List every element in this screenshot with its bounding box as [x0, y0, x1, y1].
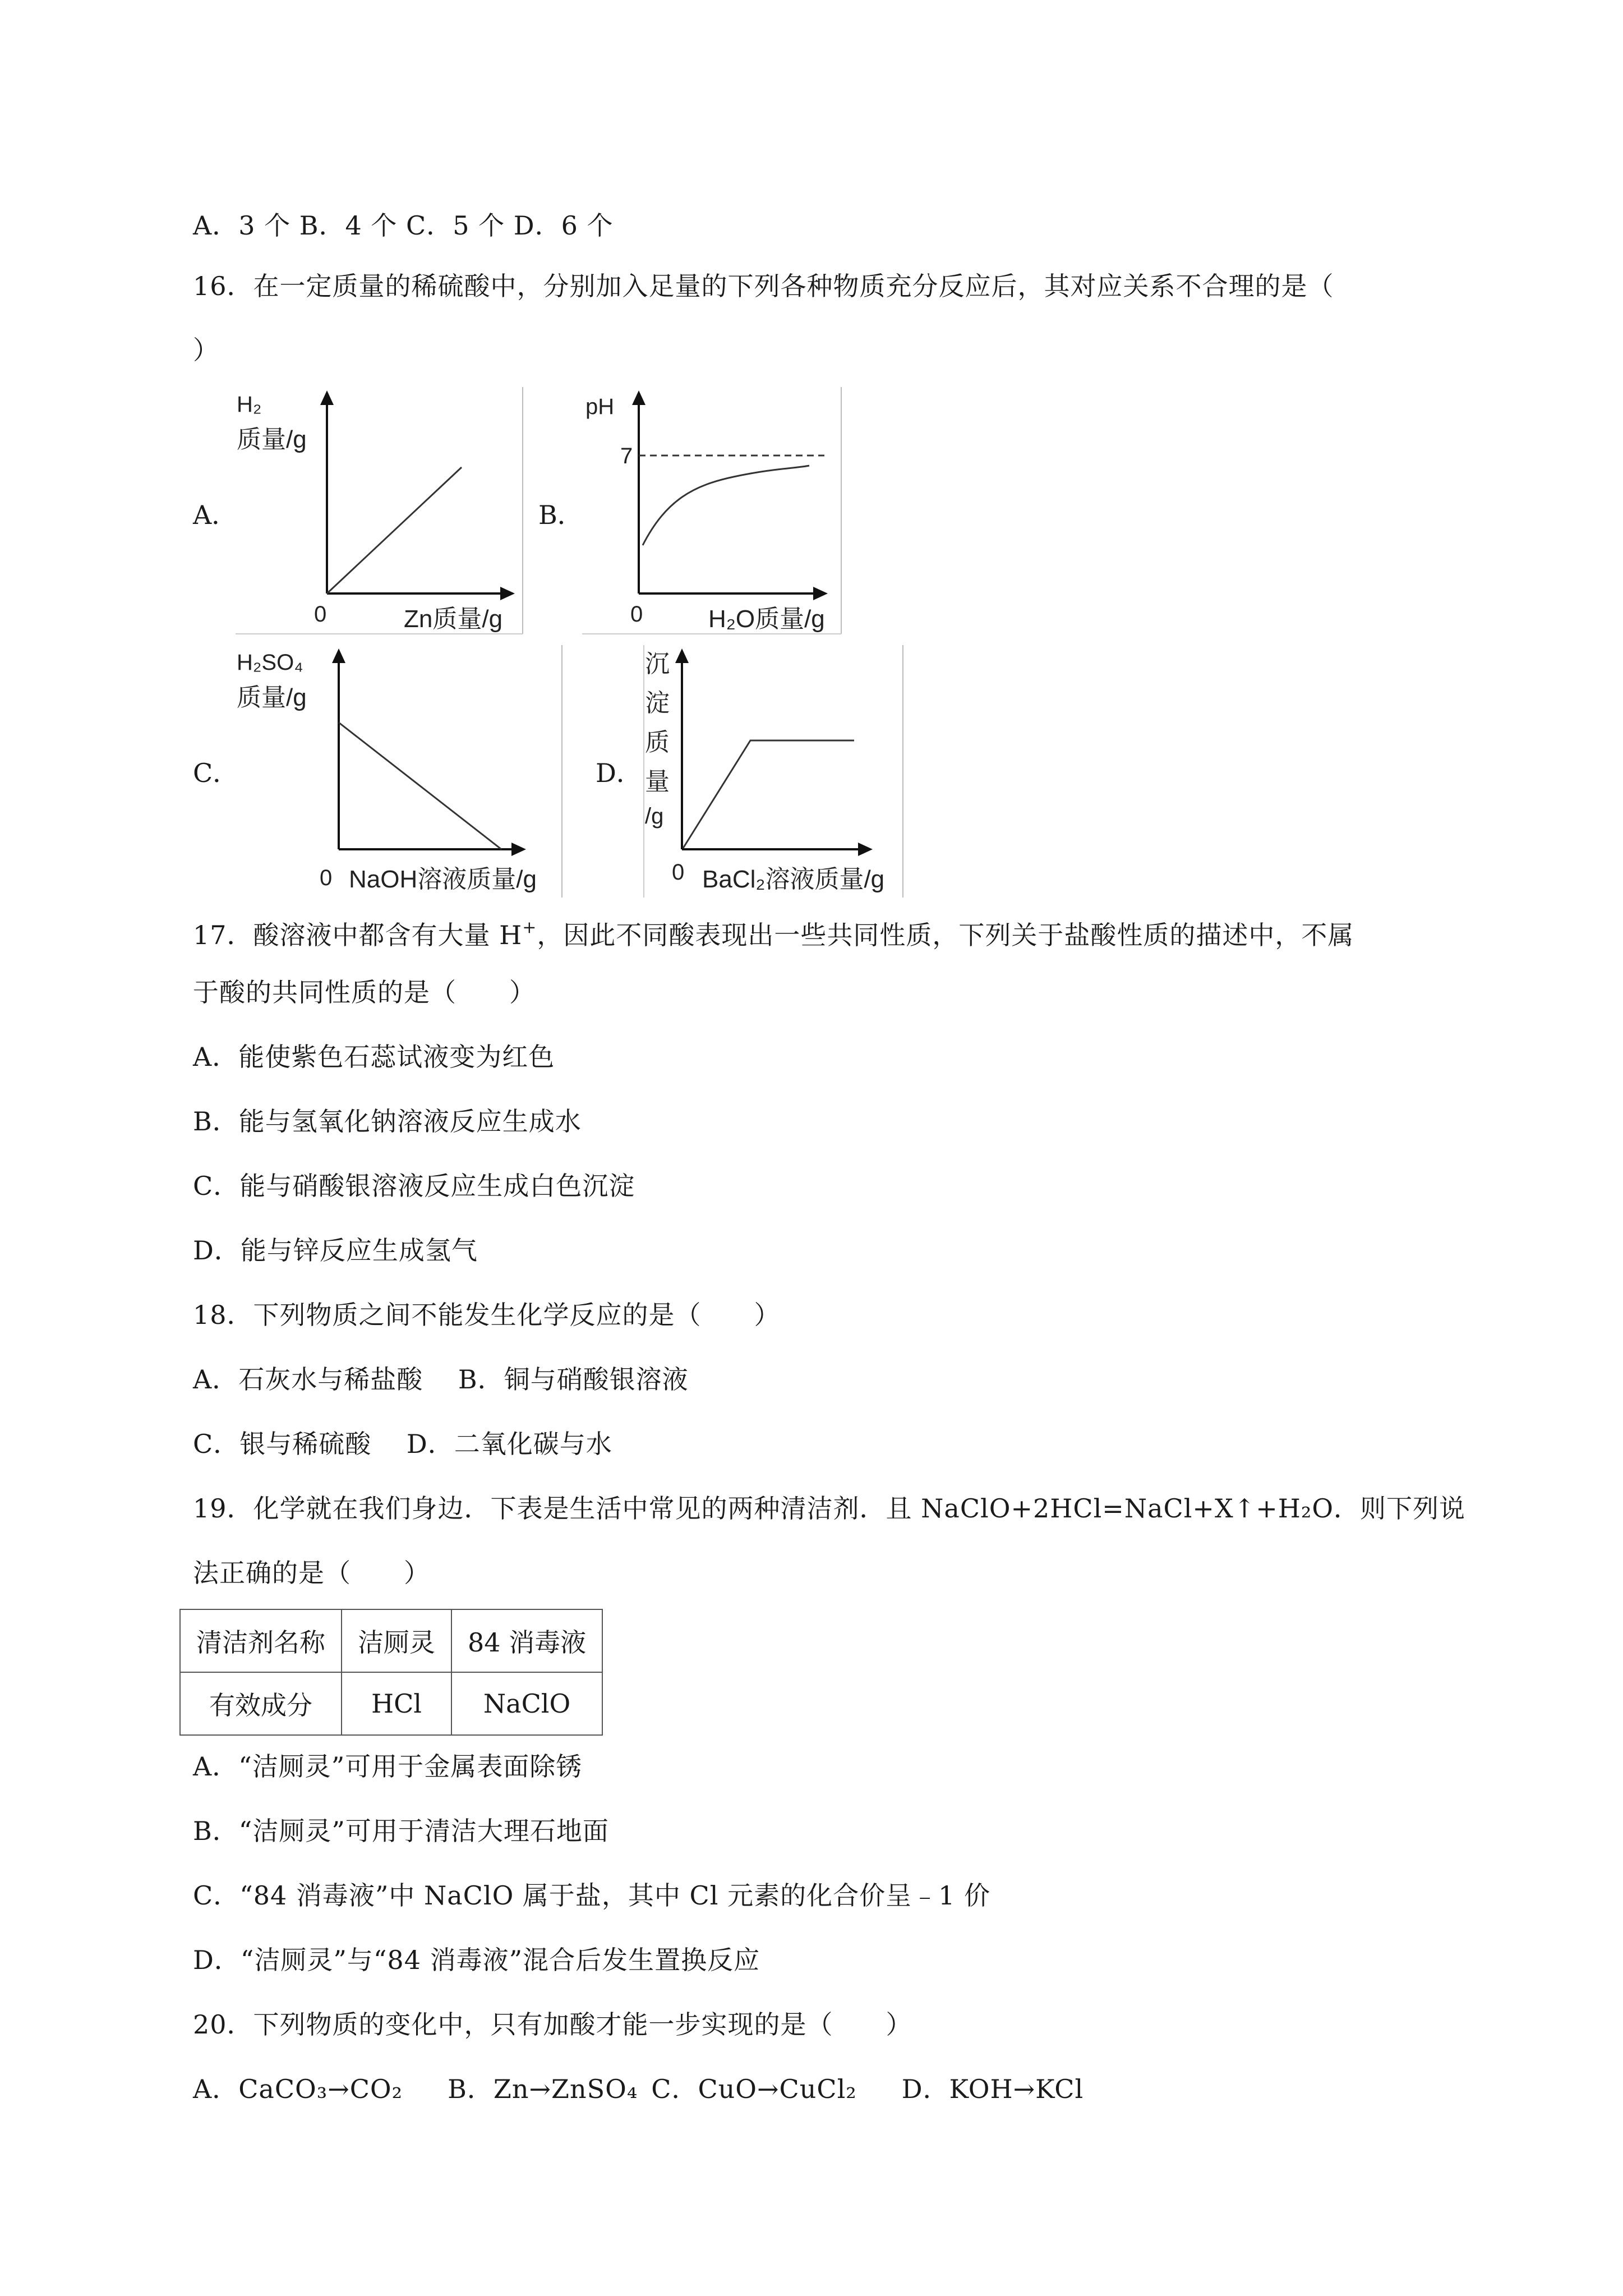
- q17-stem-part2: ，因此不同酸表现出一些共同性质，下列关于盐酸性质的描述中，不属: [537, 920, 1354, 950]
- chart-d-ylabel-char-1: 沉: [645, 650, 670, 678]
- q15-options: A．3 个 B．4 个 C．5 个 D．6 个: [193, 210, 614, 241]
- chart-c-origin: 0: [320, 866, 333, 890]
- chart-d-y-arrow: [675, 648, 689, 663]
- q17-option-b: B．能与氢氧化钠溶液反应生成水: [193, 1106, 582, 1137]
- q19-stem-line1: 19．化学就在我们身边．下表是生活中常见的两种清洁剂．且 NaClO+2HCl=NaCl+X↑+H₂O．则下列说: [193, 1493, 1466, 1524]
- table-cell: NaClO: [451, 1672, 602, 1735]
- chart-d-xlabel: BaCl₂溶液质量/g: [702, 866, 885, 893]
- chart-a-series-line: [327, 467, 462, 593]
- chart-c-svg: [236, 645, 566, 903]
- table-cell: 清洁剂名称: [180, 1609, 342, 1672]
- chart-d-origin: 0: [672, 860, 685, 885]
- q16-option-c-label: C．: [193, 758, 239, 788]
- q17-h-plus-sup: +: [522, 918, 537, 937]
- q19-option-a: A．“洁厕灵”可用于金属表面除锈: [193, 1751, 583, 1782]
- q17-stem-line1: [193, 912, 1354, 951]
- chart-a-xlabel: Zn质量/g: [404, 605, 503, 633]
- q19-option-c: C．“84 消毒液”中 NaClO 属于盐，其中 Cl 元素的化合价呈﹣1 价: [193, 1880, 990, 1911]
- chart-a-ylabel-1: H₂: [237, 392, 262, 417]
- chart-a-origin: 0: [314, 602, 327, 627]
- q20-option-b: B．Zn→ZnSO₄: [448, 2074, 638, 2104]
- chart-c-ylabel-2: 质量/g: [237, 684, 307, 711]
- chart-d: [644, 645, 907, 903]
- q19-stem-line2: 法正确的是（ ）: [193, 1558, 430, 1588]
- q18-options-line1: A．石灰水与稀盐酸 B．铜与硝酸银溶液: [193, 1364, 689, 1395]
- chart-c: [236, 645, 566, 903]
- chart-c-xlabel: NaOH溶液质量/g: [349, 866, 537, 893]
- q20-options: [193, 2073, 1083, 2105]
- q20-stem: 20．下列物质的变化中，只有加酸才能一步实现的是（ ）: [193, 2009, 912, 2040]
- chart-b-svg: [582, 387, 846, 639]
- chart-c-y-arrow: [332, 648, 345, 663]
- q19-cleaner-table: [179, 1609, 603, 1736]
- table-cell: 洁厕灵: [342, 1609, 451, 1672]
- q19-option-d: D．“洁厕灵”与“84 消毒液”混合后发生置换反应: [193, 1945, 760, 1975]
- chart-d-ylabel-char-3: 质: [645, 729, 670, 756]
- q18-options-line2: C．银与稀硫酸 D．二氧化碳与水: [193, 1429, 612, 1459]
- chart-d-series-line: [683, 740, 854, 848]
- q20-option-c: C．CuO→CuCl₂: [651, 2074, 857, 2104]
- chart-c-series-line: [339, 723, 501, 849]
- chart-b-y-arrow: [632, 390, 645, 405]
- chart-b: [582, 387, 846, 639]
- chart-d-ylabel-char-2: 淀: [645, 689, 670, 717]
- chart-a: [236, 387, 527, 639]
- chart-b-origin: 0: [630, 602, 643, 627]
- chart-a-y-arrow: [320, 390, 334, 405]
- chart-d-svg: [644, 645, 907, 903]
- q17-option-a: A．能使紫色石蕊试液变为红色: [193, 1042, 555, 1072]
- table-row: [180, 1672, 602, 1735]
- chart-d-x-arrow: [858, 843, 873, 856]
- q20-option-a: A．CaCO₃→CO₂: [193, 2074, 403, 2104]
- chart-a-svg: [236, 387, 527, 639]
- q16-stem-line1: 16．在一定质量的稀硫酸中，分别加入足量的下列各种物质充分反应后，其对应关系不合理的是（: [193, 271, 1334, 301]
- q17-option-d: D．能与锌反应生成氢气: [193, 1235, 478, 1266]
- chart-b-ph7-label: 7: [620, 444, 633, 468]
- chart-a-x-arrow: [500, 587, 515, 600]
- chart-d-ylabel-char-4: 量: [645, 768, 670, 795]
- q16-option-b-label: B．: [538, 500, 583, 530]
- table-row: [180, 1609, 602, 1672]
- q17-stem-part1: 17．酸溶液中都含有大量 H: [193, 920, 523, 950]
- chart-b-xlabel: H₂O质量/g: [708, 605, 825, 633]
- chart-d-ylabel-char-5: /g: [645, 804, 664, 829]
- chart-c-ylabel-1: H₂SO₄: [237, 650, 303, 675]
- table-cell: 84 消毒液: [451, 1609, 602, 1672]
- chart-b-ylabel: pH: [585, 394, 615, 419]
- table-cell: HCl: [342, 1672, 451, 1735]
- q19-option-b: B．“洁厕灵”可用于清洁大理石地面: [193, 1816, 609, 1846]
- q17-stem-line2: 于酸的共同性质的是（ ）: [193, 977, 536, 1007]
- chart-a-ylabel-2: 质量/g: [237, 426, 307, 453]
- chart-c-x-arrow: [511, 843, 526, 856]
- chart-b-series-curve: [643, 466, 809, 545]
- q20-option-d: D．KOH→KCl: [901, 2074, 1084, 2104]
- table-cell: 有效成分: [180, 1672, 342, 1735]
- q18-stem: 18．下列物质之间不能发生化学反应的是（ ）: [193, 1300, 781, 1330]
- chart-b-x-arrow: [813, 587, 828, 600]
- q16-option-d-label: D．: [596, 758, 642, 788]
- q16-option-a-label: A．: [193, 500, 238, 530]
- q16-stem-line2: ）: [193, 335, 219, 365]
- q17-option-c: C．能与硝酸银溶液反应生成白色沉淀: [193, 1171, 635, 1201]
